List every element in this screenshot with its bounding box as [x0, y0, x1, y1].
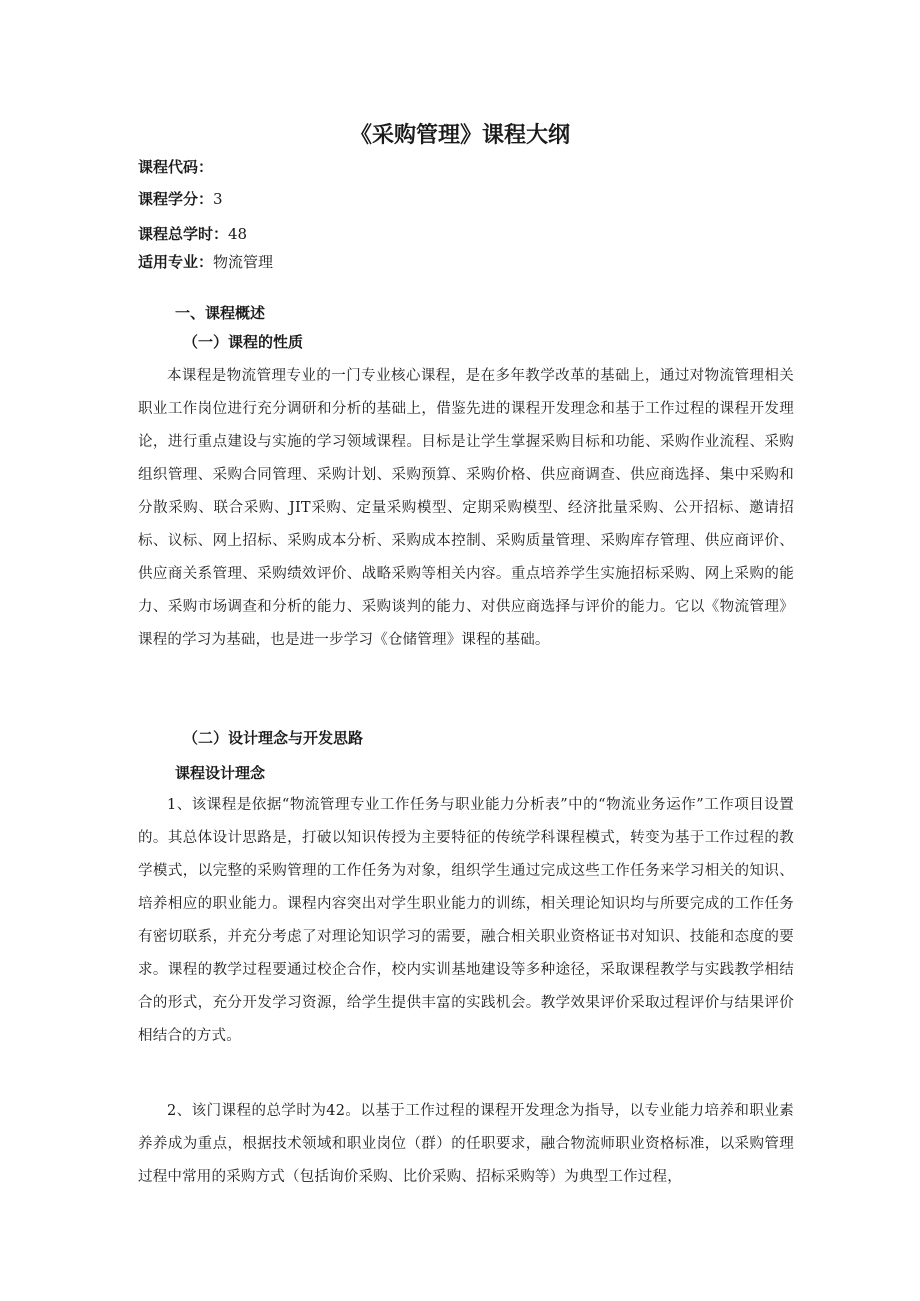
section-1-2-heading: （二）设计理念与开发思路: [183, 729, 364, 747]
course-hours-value: 48: [228, 225, 248, 243]
course-credit-label: 课程学分：: [138, 190, 214, 208]
section-1-1-heading: （一）课程的性质: [183, 333, 304, 351]
course-hours-label: 课程总学时：: [138, 225, 229, 243]
course-nature-paragraph: 本课程是物流管理专业的一门专业核心课程，是在多年教学改革的基础上，通过对物流管理相关职业工作岗位进行充分调研和分析的基础上，借鉴先进的课程开发理念和基于工作过程的课程开发理论，进行重点建设与实施的学习领域课程。目标是让学生掌握采购目标和功能、采购作业流程、采购组织管理、采购合同管理、采购计划、采购预算、采购价格、供应商调查、供应商选择、集中采购和分散采购、联合采购、JIT采购、定量采购模型、定期采购模型、经济批量采购、公开招标、邀请招标、议标、网上招标、采购成本分析、采购成本控制、采购质量管理、采购库存管理、供应商评价、供应商关系管理、采购绩效评价、战略采购等相关内容。重点培养学生实施招标采购、网上采购的能力、采购市场调查和分析的能力、采购谈判的能力、对供应商选择与评价的能力。它以《物流管理》课程的学习为基础，也是进一步学习《仓储管理》课程的基础。: [138, 368, 794, 648]
course-credit-line: [138, 189, 223, 209]
course-code-line: [138, 157, 213, 177]
course-credit-value: 3: [213, 190, 223, 208]
document-title: 《采购管理》课程大纲: [349, 123, 570, 148]
course-major-label: 适用专业：: [138, 253, 214, 271]
design-concept-subheading: 课程设计理念: [175, 764, 266, 782]
course-major-line: [138, 252, 273, 272]
course-major-value: 物流管理: [213, 253, 274, 271]
course-hours-line: [138, 224, 247, 244]
design-concept-paragraph-1: 1、该课程是依据“物流管理专业工作任务与职业能力分析表”中的“物流业务运作”工作项目设置的。其总体设计思路是，打破以知识传授为主要特征的传统学科课程模式，转变为基于工作过程的教学模式，以完整的采购管理的工作任务为对象，组织学生通过完成这些工作任务来学习相关的知识、培养相应的职业能力。课程内容突出对学生职业能力的训练，相关理论知识均与所要完成的工作任务有密切联系，并充分考虑了对理论知识学习的需要，融合相关职业资格证书对知识、技能和态度的要求。课程的教学过程要通过校企合作，校内实训基地建设等多种途径，采取课程教学与实践教学相结合的形式，充分开发学习资源，给学生提供丰富的实践机会。教学效果评价采取过程评价与结果评价相结合的方式。: [138, 797, 794, 1044]
course-code-label: 课程代码：: [138, 158, 214, 176]
section-1-heading: 一、课程概述: [175, 304, 266, 322]
design-concept-paragraph-2: 2、该门课程的总学时为42。以基于工作过程的课程开发理念为指导，以专业能力培养和职业素养养成为重点，根据技术领域和职业岗位（群）的任职要求，融合物流师职业资格标准，以采购管理过程中常用的采购方式（包括询价采购、比价采购、招标采购等）为典型工作过程，: [138, 1103, 794, 1185]
